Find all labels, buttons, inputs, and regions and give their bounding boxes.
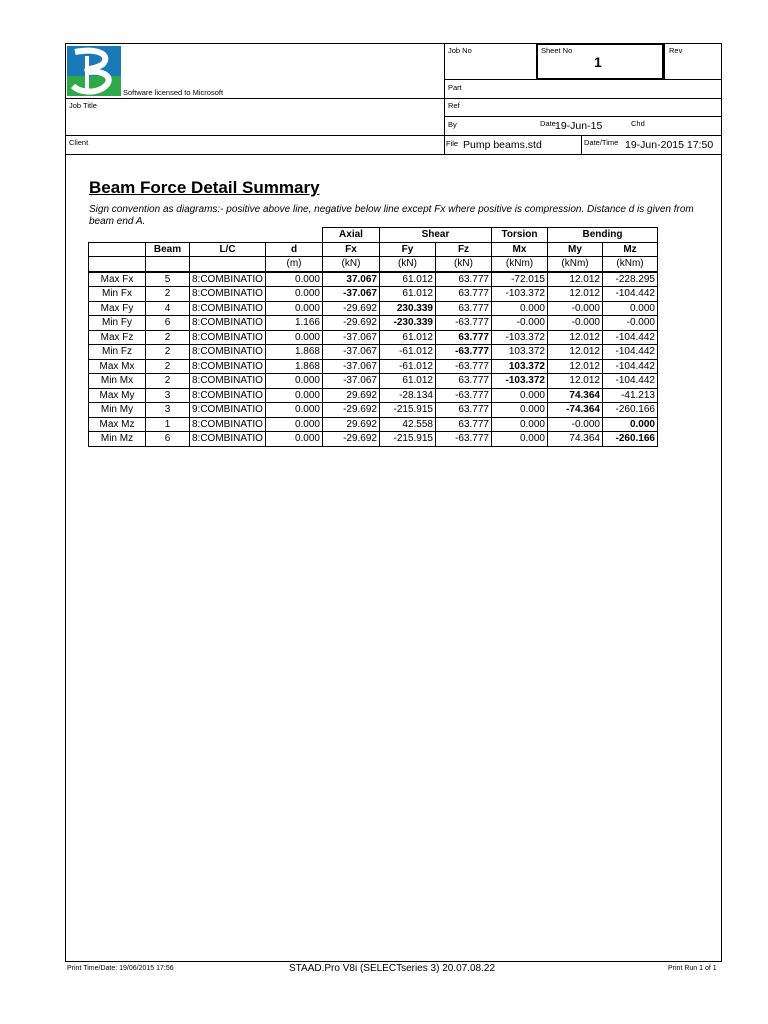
cell-fy: -215.915 — [380, 403, 436, 418]
cell-fx: -29.692 — [323, 301, 380, 316]
group-blank — [146, 228, 190, 243]
cell-my: 12.012 — [548, 330, 603, 345]
cell-fy: -230.339 — [380, 316, 436, 331]
cell-my: -0.000 — [548, 417, 603, 432]
sheet-no-label: Sheet No — [541, 46, 573, 55]
date-value: 19-Jun-15 — [555, 120, 603, 132]
cell-d: 0.000 — [266, 287, 323, 302]
cell-my: -74.364 — [548, 403, 603, 418]
cell-label: Min My — [89, 403, 146, 418]
table-row — [89, 345, 658, 360]
unit-cell — [89, 257, 146, 272]
cell-mx: 103.372 — [492, 359, 548, 374]
cell-beam: 2 — [146, 345, 190, 360]
file-divider — [581, 135, 582, 154]
cell-lc: 8:COMBINATIO — [190, 272, 266, 287]
group-blank — [266, 228, 323, 243]
cell-my: 74.364 — [548, 432, 603, 447]
cell-fx: -37.067 — [323, 330, 380, 345]
part-label: Part — [448, 83, 462, 92]
cell-lc: 8:COMBINATIO — [190, 330, 266, 345]
cell-my: 12.012 — [548, 345, 603, 360]
table-row — [89, 374, 658, 389]
cell-beam: 3 — [146, 403, 190, 418]
by-row-rule — [444, 116, 722, 117]
unit-cell: (kNm) — [548, 257, 603, 272]
cell-d: 0.000 — [266, 403, 323, 418]
cell-mx: 103.372 — [492, 345, 548, 360]
cell-fy: -215.915 — [380, 432, 436, 447]
table-row — [89, 432, 658, 447]
cell-fx: -37.067 — [323, 345, 380, 360]
by-label: By — [448, 120, 457, 129]
group-blank — [89, 228, 146, 243]
table-row — [89, 388, 658, 403]
cell-my: 12.012 — [548, 359, 603, 374]
cell-mz: -0.000 — [603, 316, 658, 331]
col-header: Beam — [146, 242, 190, 257]
cell-fz: -63.777 — [436, 359, 492, 374]
cell-d: 0.000 — [266, 432, 323, 447]
cell-mz: 0.000 — [603, 301, 658, 316]
group-torsion: Torsion — [492, 228, 548, 243]
bentley-logo — [67, 46, 121, 96]
beam-force-table — [88, 227, 658, 447]
cell-mx: -72.015 — [492, 272, 548, 287]
cell-label: Min Fx — [89, 287, 146, 302]
datetime-value: 19-Jun-2015 17:50 — [625, 139, 714, 151]
cell-fx: -37.067 — [323, 359, 380, 374]
print-run: Print Run 1 of 1 — [668, 965, 717, 972]
cell-beam: 2 — [146, 359, 190, 374]
job-no-label: Job No — [448, 46, 472, 55]
cell-beam: 1 — [146, 417, 190, 432]
cell-lc: 8:COMBINATIO — [190, 374, 266, 389]
cell-mx: 0.000 — [492, 432, 548, 447]
cell-fy: -61.012 — [380, 359, 436, 374]
cell-fx: -37.067 — [323, 287, 380, 302]
cell-d: 1.166 — [266, 316, 323, 331]
col-header: d — [266, 242, 323, 257]
cell-beam: 6 — [146, 432, 190, 447]
cell-mz: -104.442 — [603, 287, 658, 302]
cell-beam: 4 — [146, 301, 190, 316]
col-header: Fz — [436, 242, 492, 257]
table-row — [89, 287, 658, 302]
cell-mx: 0.000 — [492, 417, 548, 432]
cell-lc: 8:COMBINATIO — [190, 316, 266, 331]
rev-label: Rev — [669, 46, 683, 55]
cell-fz: -63.777 — [436, 432, 492, 447]
cell-fy: 230.339 — [380, 301, 436, 316]
cell-d: 0.000 — [266, 388, 323, 403]
cell-fy: 61.012 — [380, 374, 436, 389]
group-axial: Axial — [323, 228, 380, 243]
cell-mx: -103.372 — [492, 330, 548, 345]
cell-fz: 63.777 — [436, 272, 492, 287]
cell-label: Min Mx — [89, 374, 146, 389]
cell-mx: 0.000 — [492, 301, 548, 316]
client-row-rule — [65, 135, 722, 136]
cell-fx: 37.067 — [323, 272, 380, 287]
unit-cell: (kN) — [323, 257, 380, 272]
column-header-row — [89, 242, 658, 257]
cell-fz: -63.777 — [436, 388, 492, 403]
unit-cell — [190, 257, 266, 272]
licence-text: Software licensed to Microsoft — [123, 88, 224, 97]
group-header-row — [89, 228, 658, 243]
cell-lc: 8:COMBINATIO — [190, 432, 266, 447]
cell-mx: -103.372 — [492, 374, 548, 389]
cell-label: Max Fy — [89, 301, 146, 316]
cell-fz: 63.777 — [436, 287, 492, 302]
cell-label: Max Mx — [89, 359, 146, 374]
cell-fx: -29.692 — [323, 403, 380, 418]
cell-mz: -260.166 — [603, 403, 658, 418]
table-row — [89, 359, 658, 374]
cell-mz: -41.213 — [603, 388, 658, 403]
cell-label: Min Fy — [89, 316, 146, 331]
table-row — [89, 403, 658, 418]
program-version: STAAD.Pro V8i (SELECTseries 3) 20.07.08.22 — [289, 963, 496, 974]
rev-divider — [664, 43, 665, 80]
cell-lc: 8:COMBINATIO — [190, 345, 266, 360]
cell-my: 12.012 — [548, 287, 603, 302]
client-label: Client — [69, 138, 89, 147]
cell-my: 12.012 — [548, 272, 603, 287]
cell-lc: 9:COMBINATIO — [190, 403, 266, 418]
unit-cell — [146, 257, 190, 272]
cell-label: Max Mz — [89, 417, 146, 432]
cell-beam: 6 — [146, 316, 190, 331]
col-header: Fx — [323, 242, 380, 257]
col-header: Mz — [603, 242, 658, 257]
cell-fz: 63.777 — [436, 301, 492, 316]
cell-fy: 42.558 — [380, 417, 436, 432]
ref-label: Ref — [448, 101, 460, 110]
cell-my: -0.000 — [548, 316, 603, 331]
report-title: Beam Force Detail Summary — [89, 178, 320, 197]
col-header: L/C — [190, 242, 266, 257]
cell-my: -0.000 — [548, 301, 603, 316]
cell-d: 0.000 — [266, 374, 323, 389]
col-header — [89, 242, 146, 257]
cell-label: Min Mz — [89, 432, 146, 447]
cell-d: 0.000 — [266, 272, 323, 287]
cell-d: 0.000 — [266, 330, 323, 345]
cell-lc: 8:COMBINATIO — [190, 301, 266, 316]
cell-fy: 61.012 — [380, 330, 436, 345]
header-bottom-rule — [65, 154, 722, 155]
cell-d: 1.868 — [266, 359, 323, 374]
cell-fy: 61.012 — [380, 272, 436, 287]
cell-fx: -29.692 — [323, 432, 380, 447]
cell-label: Max Fx — [89, 272, 146, 287]
cell-fz: -63.777 — [436, 345, 492, 360]
cell-mz: -228.295 — [603, 272, 658, 287]
file-label: File — [446, 139, 459, 148]
cell-d: 0.000 — [266, 301, 323, 316]
print-time: Print Time/Date: 19/06/2015 17:56 — [67, 965, 174, 972]
cell-fx: 29.692 — [323, 417, 380, 432]
cell-fz: -63.777 — [436, 316, 492, 331]
cell-mz: -104.442 — [603, 345, 658, 360]
sheet-no-value: 1 — [594, 54, 602, 70]
cell-label: Max Fz — [89, 330, 146, 345]
jobtitle-row-rule — [65, 98, 444, 99]
file-value: Pump beams.std — [463, 139, 542, 151]
job-title-label: Job Title — [69, 101, 97, 110]
unit-cell: (kNm) — [492, 257, 548, 272]
cell-my: 74.364 — [548, 388, 603, 403]
chd-label: Chd — [631, 119, 645, 128]
cell-mx: 0.000 — [492, 388, 548, 403]
table-row — [89, 316, 658, 331]
col-header: Fy — [380, 242, 436, 257]
table-row — [89, 417, 658, 432]
cell-mz: -104.442 — [603, 330, 658, 345]
cell-my: 12.012 — [548, 374, 603, 389]
datetime-label: Date/Time — [584, 138, 619, 147]
cell-fx: -37.067 — [323, 374, 380, 389]
col-header: My — [548, 242, 603, 257]
cell-lc: 8:COMBINATIO — [190, 287, 266, 302]
cell-mx: -103.372 — [492, 287, 548, 302]
table-row — [89, 272, 658, 287]
cell-mx: -0.000 — [492, 316, 548, 331]
header-divider — [444, 43, 445, 154]
cell-fy: -28.134 — [380, 388, 436, 403]
table-row — [89, 301, 658, 316]
unit-cell: (kN) — [436, 257, 492, 272]
cell-label: Max My — [89, 388, 146, 403]
group-blank — [190, 228, 266, 243]
cell-fx: 29.692 — [323, 388, 380, 403]
sign-convention-note: Sign convention as diagrams:- positive above line, negative below line except Fx where positive is compression. Distance d is given from beam end A. — [89, 204, 694, 227]
cell-lc: 8:COMBINATIO — [190, 417, 266, 432]
unit-cell: (kNm) — [603, 257, 658, 272]
cell-fz: 63.777 — [436, 330, 492, 345]
cell-beam: 2 — [146, 374, 190, 389]
cell-beam: 2 — [146, 287, 190, 302]
cell-lc: 8:COMBINATIO — [190, 388, 266, 403]
cell-beam: 2 — [146, 330, 190, 345]
cell-fz: 63.777 — [436, 403, 492, 418]
cell-mz: -104.442 — [603, 359, 658, 374]
cell-label: Min Fz — [89, 345, 146, 360]
cell-fz: 63.777 — [436, 417, 492, 432]
col-header: Mx — [492, 242, 548, 257]
ref-row-rule — [444, 98, 722, 99]
units-row — [89, 257, 658, 272]
cell-fy: -61.012 — [380, 345, 436, 360]
cell-fz: 63.777 — [436, 374, 492, 389]
cell-d: 1.868 — [266, 345, 323, 360]
cell-d: 0.000 — [266, 417, 323, 432]
group-shear: Shear — [380, 228, 492, 243]
cell-mx: 0.000 — [492, 403, 548, 418]
cell-mz: -260.166 — [603, 432, 658, 447]
cell-fx: -29.692 — [323, 316, 380, 331]
unit-cell: (kN) — [380, 257, 436, 272]
cell-lc: 8:COMBINATIO — [190, 359, 266, 374]
cell-beam: 3 — [146, 388, 190, 403]
cell-mz: -104.442 — [603, 374, 658, 389]
date-label: Date — [540, 119, 556, 128]
cell-mz: 0.000 — [603, 417, 658, 432]
table-row — [89, 330, 658, 345]
cell-beam: 5 — [146, 272, 190, 287]
cell-fy: 61.012 — [380, 287, 436, 302]
group-bending: Bending — [548, 228, 658, 243]
unit-cell: (m) — [266, 257, 323, 272]
